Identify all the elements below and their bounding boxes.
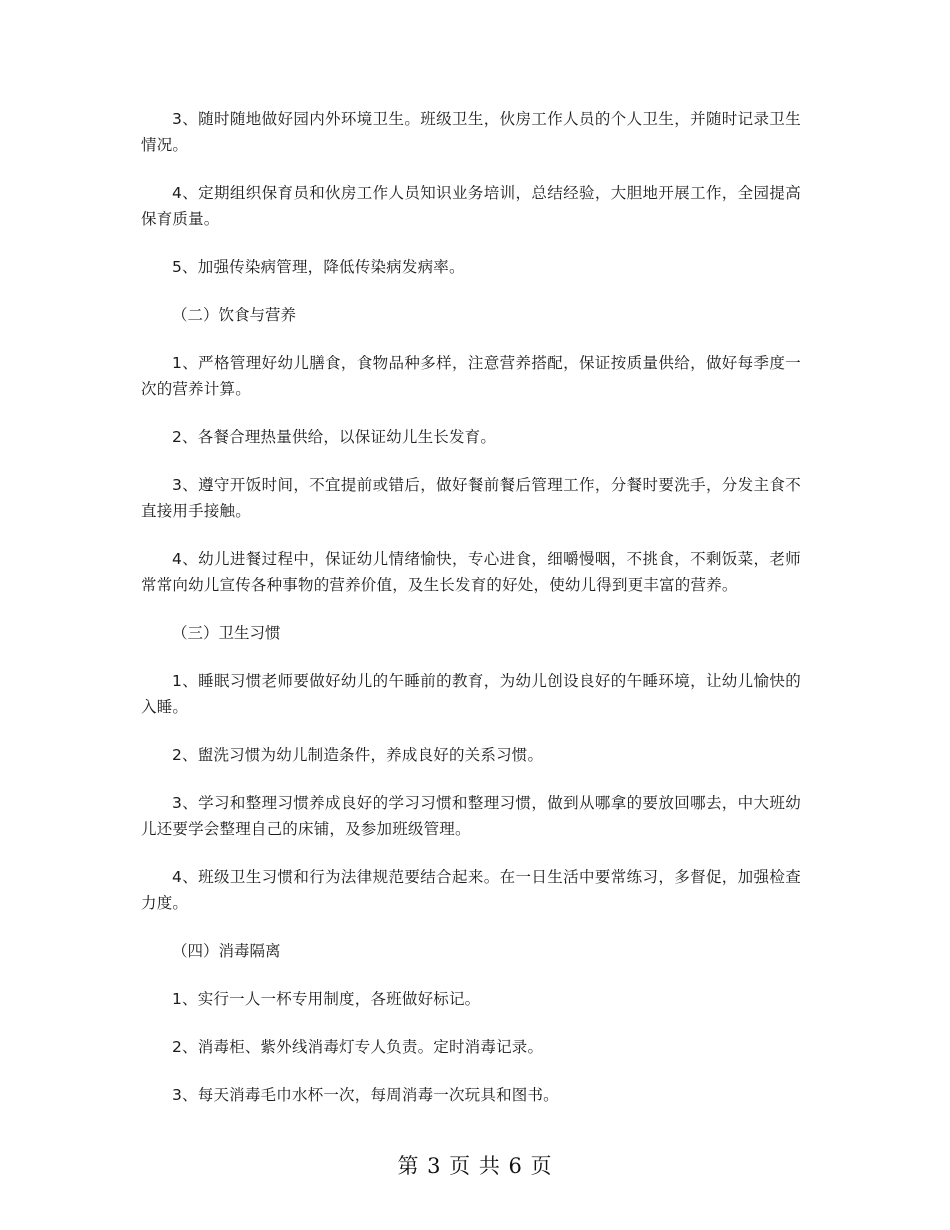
paragraph-disease-control: 5、加强传染病管理，降低传染病发病率。 bbox=[172, 258, 465, 276]
paragraph-study-habit: 3、学习和整理习惯养成良好的学习习惯和整理习惯，做到从哪拿的要放回哪去，中大班幼儿还要学会整理自己的床铺，及参加班级管理。 bbox=[141, 794, 801, 838]
paragraph-disinfection-cabinet: 2、消毒柜、紫外线消毒灯专人负责。定时消毒记录。 bbox=[172, 1038, 544, 1056]
paragraph-diet-management: 1、严格管理好幼儿膳食，食物品种多样，注意营养搭配，保证按质量供给，做好每季度一次的营养计算。 bbox=[141, 354, 801, 398]
section-heading-disinfection: （四）消毒隔离 bbox=[172, 942, 281, 960]
paragraph-cup-system: 1、实行一人一杯专用制度，各班做好标记。 bbox=[172, 990, 481, 1008]
paragraph-meal-process: 4、幼儿进餐过程中，保证幼儿情绪愉快，专心进食，细嚼慢咽，不挑食，不剩饭菜，老师常常向幼儿宣传各种事物的营养价值，及生长发育的好处，使幼儿得到更丰富的营养。 bbox=[141, 550, 801, 594]
section-heading-habits: （三）卫生习惯 bbox=[172, 624, 281, 642]
paragraph-meal-time: 3、遵守开饭时间，不宜提前或错后，做好餐前餐后管理工作，分餐时要洗手，分发主食不直接用手接触。 bbox=[141, 476, 801, 520]
paragraph-sleep-habit: 1、睡眠习惯老师要做好幼儿的午睡前的教育，为幼儿创设良好的午睡环境，让幼儿愉快的入睡。 bbox=[141, 672, 801, 716]
section-heading-diet: （二）饮食与营养 bbox=[172, 306, 297, 324]
paragraph-class-hygiene: 4、班级卫生习惯和行为法律规范要结合起来。在一日生活中要常练习，多督促，加强检查力度。 bbox=[141, 868, 801, 912]
paragraph-env-hygiene: 3、随时随地做好园内外环境卫生。班级卫生，伙房工作人员的个人卫生，并随时记录卫生情况。 bbox=[141, 110, 801, 154]
document-body bbox=[141, 106, 801, 1130]
paragraph-calorie-supply: 2、各餐合理热量供给，以保证幼儿生长发育。 bbox=[172, 428, 497, 446]
paragraph-staff-training: 4、定期组织保育员和伙房工作人员知识业务培训，总结经验，大胆地开展工作，全园提高保育质量。 bbox=[141, 184, 801, 228]
page-number-footer: 第 3 页 共 6 页 bbox=[397, 1154, 553, 1178]
paragraph-washing-habit: 2、盥洗习惯为幼儿制造条件，养成良好的关系习惯。 bbox=[172, 746, 544, 764]
paragraph-daily-disinfection: 3、每天消毒毛巾水杯一次，每周消毒一次玩具和图书。 bbox=[172, 1086, 559, 1104]
